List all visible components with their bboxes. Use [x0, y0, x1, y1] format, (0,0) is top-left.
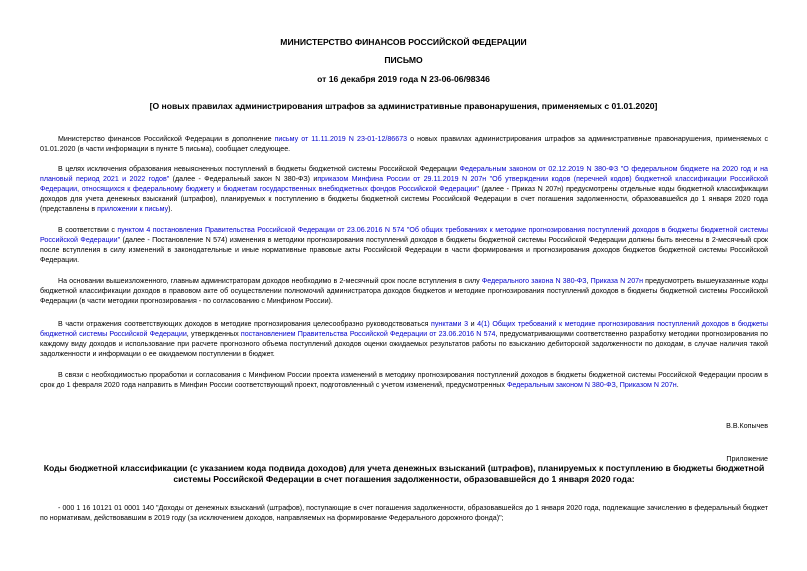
paragraph-text: В целях исключения образования невыясненных поступлений в бюджеты бюджетной системы Российской Федерации: [58, 165, 460, 173]
document-date-number: от 16 декабря 2019 года N 23-06-06/98346: [317, 74, 490, 84]
paragraph-2: [40, 164, 768, 214]
document-type: ПИСЬМО: [384, 55, 423, 65]
paragraph-text: ).: [168, 205, 173, 213]
paragraph-text: и: [468, 320, 478, 328]
paragraph-text: , утвержденных: [186, 330, 241, 338]
document-link[interactable]: приложении к письму: [97, 205, 169, 213]
document-link[interactable]: Приказа N 207н: [590, 277, 644, 285]
paragraph-text: (далее - Приказ N 207н) предусмотрены отдельные коды бюджетной классификации доходов для учета денежных взысканий (штрафов), планируемых к поступлению в бюджеты бюджетной системы Российской Федерации в счет погашения задолженности, образовавшейся до 1 января 2020 года (представлены в: [40, 185, 768, 213]
document-link[interactable]: Федерального закона N 380-ФЗ: [481, 277, 587, 285]
appendix-title: Коды бюджетной классификации (с указанием кода подвида доходов) для учета денежных взысканий (штрафов), планируемых к поступлению в бюджеты бюджетной системы Российской Федерации в счет погашения задолженности, образовавшейся до 1 января 2020 года:: [43, 463, 765, 484]
paragraph-text: (далее - Постановление N 574) изменения в методики прогнозирования поступлений доходов в бюджеты бюджетной системы Российской Федерации должны быть внесены в 2-месячный срок после вступления в силу изменений в законодательные и иные нормативные правовые акты Российской Федерации в части формирования и прогнозирования доходов бюджетов бюджетной системы Российской Федерации.: [40, 236, 768, 264]
paragraph-1: [40, 134, 768, 154]
paragraph-3: [40, 225, 768, 265]
document-link[interactable]: постановлением Правительства Российской Федерации от 23.06.2016 N 574: [240, 330, 496, 338]
paragraph-text: , предусматривающими соответственно разработку методики прогнозирования по каждому виду доходов и использование при расчете прогнозного объема поступлений доходов оценки ожидаемых результатов работы по взысканию дебиторской задолженности по доходам, в случае наличия такой задолженности и информации о ее ожидаемом поступлении в бюджет.: [40, 330, 768, 358]
document-link[interactable]: приказом Минфина России от 29.11.2019 N 207н "Об утверждении кодов (перечней кодов) бюджетной классификации Российской Федерации, относящихся к федеральному бюджету и бюджетам государственных внебюджетных фондов Российской Федерации": [40, 175, 769, 193]
document-link[interactable]: пунктом 4 постановления Правительства Российской Федерации от 23.06.2016 N 574 "Об общих требованиях к методике прогнозирования поступлений доходов в бюджеты бюджетной системы Российской Федерации": [40, 226, 768, 244]
paragraph-text: (далее - Федеральный закон N 380-ФЗ) и: [169, 175, 318, 183]
document-link[interactable]: письму от 11.11.2019 N 23-01-12/86673: [274, 135, 408, 143]
paragraph-text: В связи с необходимостью проработки и согласования с Минфином России проекта изменений в методику прогнозирования поступлений доходов в бюджеты бюджетной системы Российской Федерации просим в срок до 1 февраля 2020 года направить в Минфин России соответствующий проект, подготовленный с учетом изменений, предусмотренных: [40, 371, 768, 389]
paragraph-4: [40, 276, 768, 306]
paragraph-6: [40, 370, 768, 390]
document-link[interactable]: Приказом N 207н: [619, 381, 677, 389]
paragraph-text: о новых правилах администрирования штрафов за административные правонарушения, применяемых с 01.01.2020 (в части информации в пункте 5 письма), сообщает следующее.: [40, 135, 768, 153]
document-subject: [О новых правилах администрирования штрафов за административные правонарушения, применяемых с 01.01.2020]: [149, 101, 658, 111]
appendix-label: Приложение: [726, 455, 768, 463]
paragraph-text: ,: [586, 277, 591, 285]
document-link[interactable]: пунктами 3: [431, 320, 469, 328]
document-link[interactable]: 4(1) Общих требований к методике прогнозирования поступлений доходов в бюджеты бюджетной системы Российской Федерации: [40, 320, 769, 338]
paragraph-text: В части отражения соответствующих доходов в методике прогнозирования целесообразно руководствоваться: [58, 320, 432, 328]
paragraph-text: На основании вышеизложенного, главным администраторам доходов необходимо в 2-месячный срок после вступления в силу: [58, 277, 482, 285]
ministry-heading: МИНИСТЕРСТВО ФИНАНСОВ РОССИЙСКОЙ ФЕДЕРАЦИИ: [280, 37, 527, 47]
document-link[interactable]: Федеральным законом от 02.12.2019 N 380-ФЗ "О федеральном бюджете на 2020 год и на плановый период 2021 и 2022 годов": [40, 165, 768, 183]
paragraph-5: [40, 319, 768, 359]
paragraph-text: .: [676, 381, 679, 389]
paragraph-text: Министерство финансов Российской Федерации в дополнение: [58, 135, 275, 143]
signature: В.В.Копычев: [726, 422, 768, 430]
paragraph-text: предусмотреть вышеуказанные коды бюджетной классификации доходов в правовом акте об осуществлении полномочий администратора доходов бюджетов и методике прогнозирования поступлений доходов в бюджеты бюджетной системы Российской Федерации (в части методики прогнозирования - по согласованию с Минфином России).: [40, 277, 768, 305]
appendix-item: - 000 1 16 10121 01 0001 140 "Доходы от денежных взысканий (штрафов), поступающие в счет погашения задолженности, образовавшейся до 1 января 2020 года, подлежащие зачислению в федеральный бюджет по нормативам, действовавшим в 2019 году (за исключением доходов, направляемых на формирование Федерального дорожного фонда)";: [40, 504, 768, 522]
document-link[interactable]: Федеральным законом N 380-ФЗ: [506, 381, 616, 389]
paragraph-text: ,: [615, 381, 620, 389]
paragraph-text: В соответствии с: [58, 226, 118, 234]
